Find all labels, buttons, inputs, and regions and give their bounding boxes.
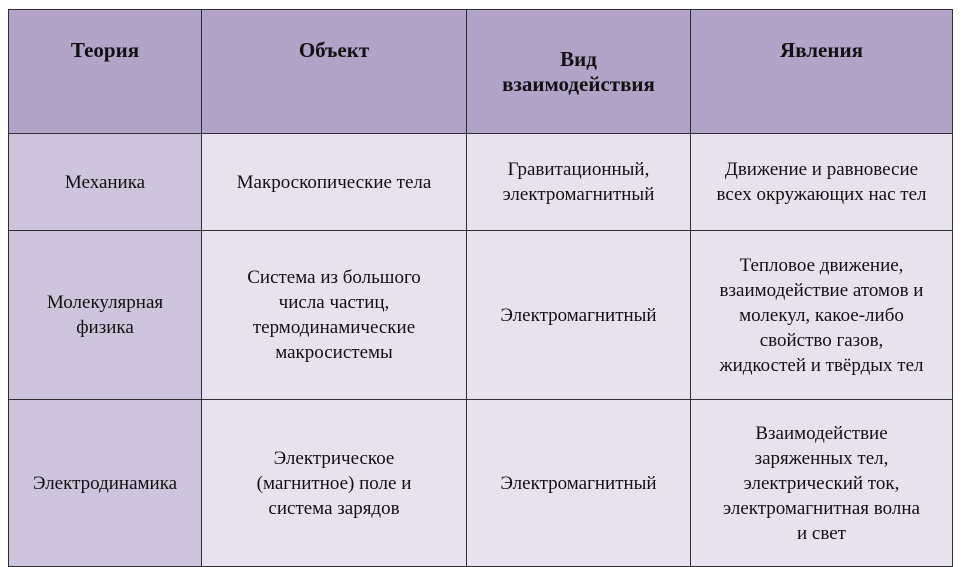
cell-line: и свет <box>797 522 846 544</box>
cell-line: Гравитационный, <box>507 159 650 180</box>
header-line: Явления <box>780 38 863 62</box>
cell-line: электромагнитный <box>502 184 655 205</box>
header-theory <box>9 10 202 134</box>
table-row <box>9 400 953 567</box>
cell-object <box>202 231 467 400</box>
cell-phenomena <box>691 134 953 231</box>
cell-phenomena <box>691 400 953 567</box>
header-line: Объект <box>298 38 370 62</box>
cell-line: Молекулярная <box>46 292 164 313</box>
cell-line: Взаимодействие <box>755 422 888 444</box>
cell-line: Электродинамика <box>32 472 178 494</box>
cell-line: электромагнитная волна <box>723 497 920 519</box>
physics-theories-table <box>8 9 953 567</box>
cell-line: всех окружающих нас тел <box>716 184 927 205</box>
cell-theory <box>9 134 202 231</box>
cell-line: макросистемы <box>275 342 393 363</box>
header-line: взаимодействия <box>502 71 655 96</box>
cell-line: физика <box>76 317 134 338</box>
table-row <box>9 134 953 231</box>
cell-line: Электромагнитный <box>500 472 657 494</box>
cell-line: Движение и равновесие <box>724 159 919 180</box>
cell-object <box>202 134 467 231</box>
cell-line: Электрическое <box>273 447 395 469</box>
cell-line: заряженных тел, <box>754 447 889 469</box>
cell-phenomena <box>691 231 953 400</box>
cell-line: Электромагнитный <box>500 304 657 326</box>
cell-line: числа частиц, <box>278 292 390 313</box>
header-line: Теория <box>70 38 140 62</box>
header-object <box>202 10 467 134</box>
cell-theory <box>9 400 202 567</box>
header-line: Вид <box>560 46 597 71</box>
cell-line: взаимодействие атомов и <box>719 279 924 301</box>
cell-line: жидкостей и твёрдых тел <box>719 354 924 376</box>
cell-object <box>202 400 467 567</box>
cell-line: свойство газов, <box>759 329 884 351</box>
cell-line: Механика <box>64 171 146 193</box>
cell-line: термодинамические <box>252 317 416 338</box>
cell-line: молекул, какое-либо <box>739 304 904 326</box>
cell-interaction-type <box>467 400 691 567</box>
cell-line: (магнитное) поле и <box>256 472 412 494</box>
cell-line: электрический ток, <box>743 472 900 494</box>
cell-interaction-type <box>467 134 691 231</box>
cell-line: система зарядов <box>268 497 400 519</box>
cell-line: Система из большого <box>247 267 421 288</box>
header-phenomena <box>691 10 953 134</box>
cell-line: Макроскопические тела <box>236 171 432 193</box>
cell-line: Тепловое движение, <box>739 254 904 276</box>
cell-interaction-type <box>467 231 691 400</box>
header-interaction-type <box>467 10 691 134</box>
table-header-row <box>9 10 953 134</box>
cell-theory <box>9 231 202 400</box>
table-row <box>9 231 953 400</box>
